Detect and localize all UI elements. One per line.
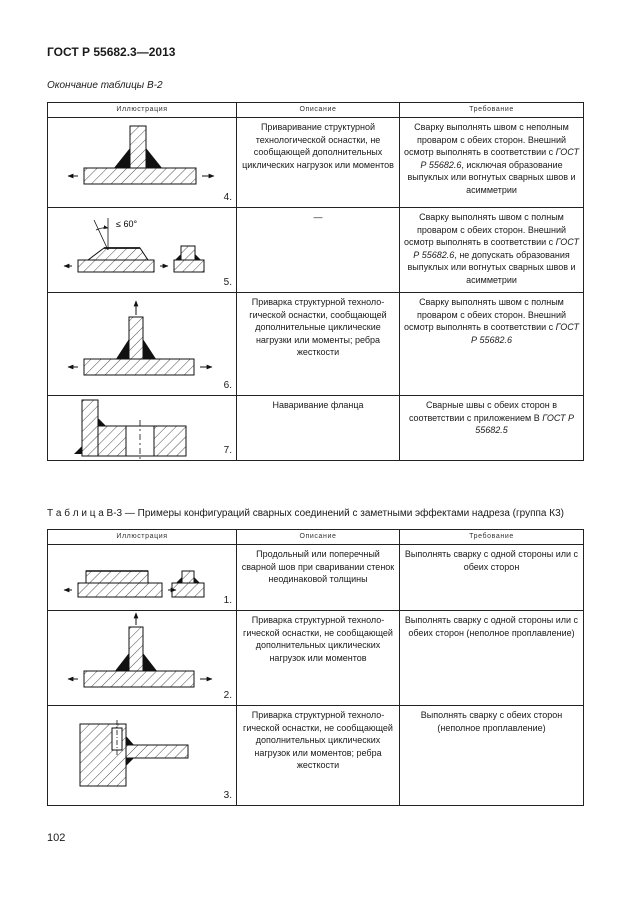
requirement-text: Сварку выполнять швом с неполным проваром с обеих сторон. Внешний осмотр выполнять в соответствии с ГОСТ Р 55682.6, исключая образование выпуклых или вогнутых сварных швов и асимметрии — [404, 122, 579, 195]
description-cell — [237, 396, 400, 461]
standard-reference: ГОСТ Р 55682.5 — [475, 412, 575, 436]
row-number: 1. — [223, 595, 232, 606]
illustration-cell — [48, 611, 237, 706]
illustration-cell — [48, 118, 237, 208]
column-header-illustration: Иллюстрация — [48, 530, 237, 545]
table-row — [48, 208, 584, 293]
requirement-text: Выполнять сварку с одной стороны или с обеих сторон (неполное проплавление) — [404, 615, 579, 638]
description-cell — [237, 545, 400, 611]
description-text: Приваривание структурной технологической оснастки, не сообщающей дополнительных циклических нагрузок или моментов — [242, 122, 394, 170]
page-number: 102 — [47, 832, 66, 844]
description-text: Приварка структурной технологической оснастки, не сообщающей дополнительных циклических нагрузок или моментов; ребра жесткости — [243, 710, 393, 771]
illustration-cell — [48, 396, 237, 461]
table-row — [48, 118, 584, 208]
requirement-text: Выполнять сварку с обеих сторон (неполное проплавление) — [420, 710, 563, 733]
requirement-cell — [400, 706, 584, 806]
t-joint-partial-penetration-figure — [48, 611, 237, 706]
description-cell — [237, 293, 400, 396]
description-text: Продольный или поперечный сварной шов при сваривании стенок неодинаковой толщины — [241, 549, 395, 585]
table-b3 — [47, 529, 584, 806]
requirement-text: Сварку выполнять швом с полным проваром с обеих сторон. Внешний осмотр выполнять в соответствии с ГОСТ Р 55682.6 — [404, 297, 579, 345]
illustration-cell — [48, 208, 237, 293]
table-row — [48, 293, 584, 396]
table-b2 — [47, 102, 584, 461]
description-cell — [237, 118, 400, 208]
illustration-cell — [48, 706, 237, 806]
bevel-angle-label: ≤ 60° — [116, 219, 138, 229]
requirement-cell — [400, 208, 584, 293]
row-number: 3. — [223, 790, 232, 801]
requirement-text: Сварку выполнять швом с полным проваром с обеих сторон. Внешний осмотр выполнять в соответствии с ГОСТ Р 55682.6, не допускать образования выпуклых или вогнутых сварных швов и асимметрии — [404, 212, 579, 285]
table-row — [48, 545, 584, 611]
row-number: 2. — [223, 690, 232, 701]
t-joint-load-figure — [48, 293, 237, 396]
flange-weld-figure — [48, 396, 237, 461]
column-header-description: Описание — [237, 530, 400, 545]
document-header: ГОСТ Р 55682.3—2013 — [47, 45, 176, 59]
description-cell — [237, 706, 400, 806]
requirement-cell — [400, 293, 584, 396]
description-text: — — [313, 212, 323, 222]
row-number: 6. — [223, 380, 232, 391]
unequal-thickness-weld-figure — [48, 545, 237, 611]
stiffener-weld-figure — [48, 706, 237, 806]
description-cell — [237, 208, 400, 293]
requirement-cell — [400, 545, 584, 611]
table-row — [48, 396, 584, 461]
requirement-cell — [400, 396, 584, 461]
t-joint-fillet-figure — [48, 118, 237, 208]
table-header-row — [48, 103, 584, 118]
table-row — [48, 706, 584, 806]
butt-weld-bevel-figure — [48, 208, 237, 293]
table-header-row — [48, 530, 584, 545]
column-header-requirement: Требование — [400, 103, 584, 118]
table-b2-caption: Окончание таблицы В-2 — [47, 80, 163, 91]
standard-reference: ГОСТ Р 55682.6 — [413, 237, 579, 260]
standard-reference: ГОСТ Р 55682.6 — [470, 322, 579, 345]
illustration-cell — [48, 545, 237, 611]
column-header-requirement: Требование — [400, 530, 584, 545]
requirement-text: Сварные швы с обеих сторон в соответствии с приложением В ГОСТ Р 55682.5 — [408, 400, 575, 436]
row-number: 5. — [223, 277, 232, 288]
column-header-illustration: Иллюстрация — [48, 103, 237, 118]
description-text: Приварка структурной технологической оснастки, не сообщающей дополнительных циклических нагрузок или моментов — [243, 615, 393, 663]
standard-reference: ГОСТ Р 55682.6 — [420, 147, 579, 170]
illustration-cell — [48, 293, 237, 396]
description-text: Приварка структурной технологической оснастки, сообщающей дополнительные циклические нагрузки или моменты; ребра жесткости — [249, 297, 387, 358]
requirement-cell — [400, 611, 584, 706]
requirement-cell — [400, 118, 584, 208]
table-b3-caption: Т а б л и ц а В-3 — Примеры конфигураций сварных соединений с заметными эффектами надреза (группа К3) — [47, 508, 564, 519]
row-number: 4. — [223, 192, 232, 203]
requirement-text: Выполнять сварку с одной стороны или с обеих сторон — [404, 549, 579, 572]
table-row — [48, 611, 584, 706]
row-number: 7. — [223, 445, 232, 456]
column-header-description: Описание — [237, 103, 400, 118]
description-cell — [237, 611, 400, 706]
description-text: Наваривание фланца — [272, 400, 364, 410]
